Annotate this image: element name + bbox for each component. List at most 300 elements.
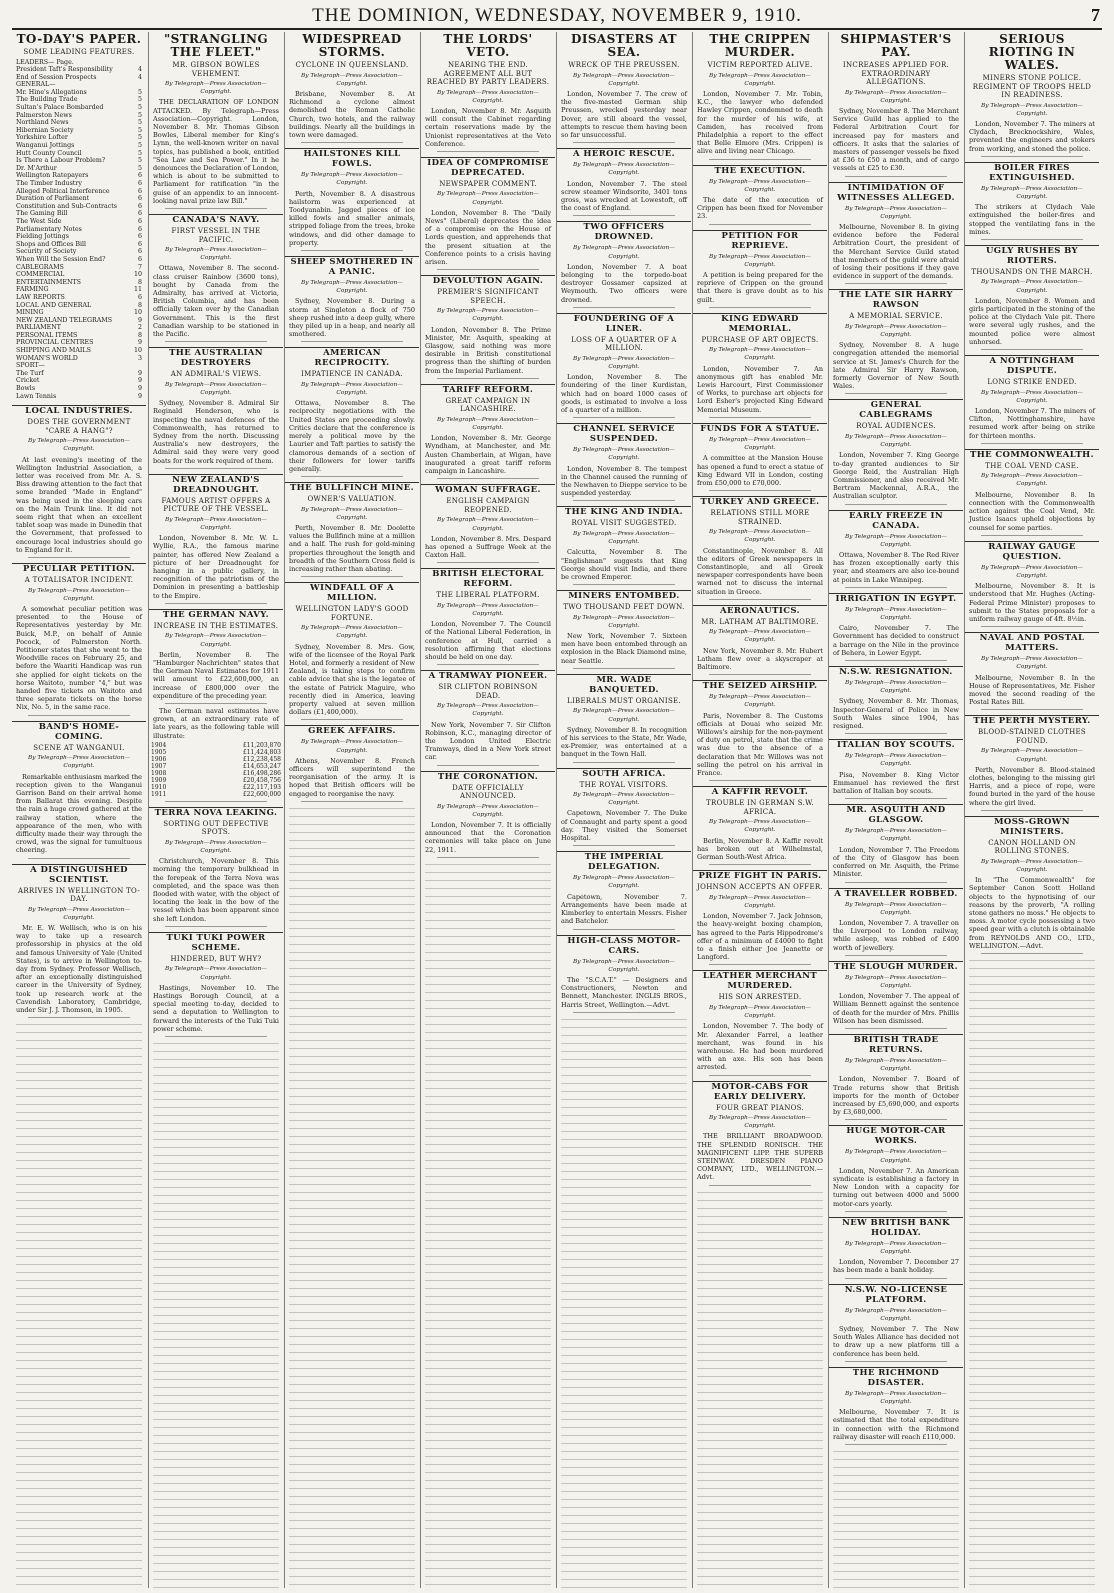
article-divider — [437, 151, 539, 152]
article-heading: TWO OFFICERS DROWNED. — [557, 221, 691, 242]
article-body: Calcutta, November 8. The "Englishman" suggests that King George should visit India, and there be crowned Emperor. — [561, 548, 687, 581]
article-body: New York, November 8. Mr. Hubert Latham flew over a skyscraper at Baltimore. — [697, 646, 823, 672]
contents-item-name: Constitution and Sub-Contracts — [16, 202, 118, 210]
article-credit: By Telegraph—Press Association—Copyright. — [709, 72, 811, 87]
contents-item — [16, 271, 142, 279]
contents-item — [16, 377, 142, 385]
article-divider — [845, 587, 947, 588]
contents-item-page: 6 — [137, 202, 142, 210]
article-credit: By Telegraph—Press Association—Copyright. — [437, 703, 539, 718]
article-credit: By Telegraph—Press Association—Copyright. — [709, 253, 811, 268]
article-subheading: ENGLISH CAMPAIGN REOPENED. — [446, 497, 530, 514]
article-body: London, November 7. The appeal of William Bennett against the sentence of death for the murder of Mrs. Phillis Wilson has been dismissed. — [833, 992, 959, 1025]
article-body: Brisbane, November 8. At Richmond a cyclone almost demolished the Roman Catholic Church, two hotels, and the railway buildings. Nearly all the buildings in town were damaged. — [289, 89, 415, 139]
table-row — [149, 749, 283, 756]
column-7 — [828, 32, 963, 1588]
article-credit: By Telegraph—Press Association—Copyright. — [165, 966, 267, 981]
contents-item-page: 6 — [137, 172, 142, 180]
article-subheading: FOUR GREAT PIANOS. — [715, 1103, 805, 1112]
article-body: London, November 8. Mrs. Despard has opened a Suffrage Week at the Caxton Hall. — [425, 534, 551, 560]
contents-item-name: GENERAL— — [16, 81, 56, 89]
contents-item-page: 6 — [137, 233, 142, 241]
article-credit: By Telegraph—Press Association—Copyright. — [573, 708, 675, 723]
article-credit: By Telegraph—Press Association—Copyright. — [709, 1115, 811, 1130]
table-row — [149, 756, 283, 763]
contents-item — [16, 370, 142, 378]
article-heading: BRITISH ELECTORAL REFORM. — [421, 568, 555, 589]
article-heading: BAND'S HOME-COMING. — [12, 721, 146, 742]
article-subheading: HIS SON ARRESTED. — [718, 993, 802, 1002]
article-body: Sydney, November 8. During a storm at Singleton a flock of 750 sheep rushed into a deep gully, where they piled up in a heap, and nearly all smothered. — [289, 297, 415, 339]
article-heading: HUGE MOTOR-CAR WORKS. — [829, 1125, 963, 1146]
article-body: The "S.C.A.T." — Designers and Constructioners, Newton and Bennett, Manchester. INGLIS BROS., Harris Street, Wellington.—Advt. — [561, 975, 687, 1009]
column-text-filler — [697, 1189, 823, 1588]
article-divider — [709, 224, 811, 225]
article-divider — [709, 964, 811, 965]
article-heading: MOTOR-CABS FOR EARLY DELIVERY. — [693, 1081, 827, 1102]
contents-item-page: 9 — [137, 377, 142, 385]
contents-item-page: 5 — [137, 164, 142, 172]
contents-item — [16, 165, 142, 173]
article-heading: NEW BRITISH BANK HOLIDAY. — [829, 1217, 963, 1238]
column-3 — [284, 32, 419, 1588]
contents-item — [16, 66, 142, 74]
article-divider — [301, 250, 403, 251]
article-divider — [981, 709, 1083, 710]
article-heading: PRIZE FIGHT IN PARIS. — [693, 870, 827, 881]
article-credit: By Telegraph—Press Association—Copyright. — [165, 633, 267, 648]
article-heading: THE COMMONWEALTH. — [965, 449, 1099, 460]
article-divider — [845, 660, 947, 661]
article-body: A somewhat peculiar petition was presented to the House of Representatives yesterday by Mr. Buick, M.P., on behalf of Annie Pocock, of Palmerston North. Petitioner states that she went to the Woodville races on February 25, and before the Waariti Handicap was run she applied for eight tickets on the horse Waitoto, number "4," but was handed five tickets on Waitoto and three separate tickets on the horse Nix, No. 5, in the same race. — [16, 604, 142, 712]
article-credit: By Telegraph—Press Association—Copyright. — [437, 602, 539, 618]
article-body: London, November 7. An anonymous gift has enabled Mr. Lewis Harcourt, First Commissioner of Works, to purchase art objects for Lord Esher's projected King Edward Memorial Museum. — [697, 364, 823, 414]
article-divider — [28, 858, 130, 859]
article-credit: By Telegraph—Press Association—Copyright. — [709, 819, 811, 834]
article-subheading: FAMOUS ARTIST OFFERS A PICTURE OF THE VESSEL. — [161, 496, 271, 514]
estimate-amount: £11,424,803 — [242, 748, 281, 756]
article-body: London, November 7. The crew of the five-masted German ship Preussen, wrecked yesterday near Dover, are still aboard the vessel, attempts to rescue them having been so far unsuccessful. — [561, 89, 687, 139]
contents-item-page: 5 — [137, 111, 142, 119]
article-subheading: A MEMORIAL SERVICE. — [849, 312, 943, 321]
article-heading: MR. WADE BANQUETED. — [557, 674, 691, 695]
article-heading: N.S.W. RESIGNATION. — [829, 666, 963, 677]
article-credit: By Telegraph—Press Association—Copyright. — [845, 753, 947, 768]
article-credit: By Telegraph—Press Association—Copyright. — [573, 792, 675, 807]
article-body: A petition is being prepared for the reprieve of Crippen on the ground that there is grave doubt as to his guilt. — [697, 270, 823, 304]
article-body: London, November 8. Mr. W. L. Wyllie, R.A., the famous marine painter, has offered New Zealand a picture of her Dreadnought for hanging in a public gallery, in recognition of the patriotism of the Dominion in presenting a battleship to the Empire. — [153, 534, 279, 600]
column-container — [12, 32, 1102, 1588]
contents-item — [16, 157, 142, 165]
contents-item-page: 8 — [137, 278, 142, 286]
contents-item-page: 6 — [137, 210, 142, 218]
contents-item — [16, 210, 142, 218]
contents-item-page: 9 — [137, 316, 142, 324]
contents-item — [16, 233, 142, 241]
article-credit: By Telegraph—Press Association—Copyright. — [165, 81, 267, 96]
estimate-amount: £22,600,000 — [242, 790, 281, 798]
article-heading: SERIOUS RIOTING IN WALES. — [988, 32, 1076, 72]
article-divider — [437, 857, 539, 858]
article-credit: By Telegraph—Press Association—Copyright. — [165, 381, 267, 396]
contents-item-page: 10 — [133, 271, 142, 279]
article-divider — [845, 1444, 947, 1445]
contents-item — [16, 142, 142, 150]
article-heading: ITALIAN BOY SCOUTS. — [829, 739, 963, 750]
contents-item — [16, 150, 142, 158]
estimate-year: 1910 — [151, 783, 167, 791]
masthead-title: THE DOMINION, WEDNESDAY, NOVEMBER 9, 1910. — [312, 5, 802, 26]
article-body: New York, November 7. Sir Clifton Robinson, K.C., managing director of the London United Electric Tramways, died in a New York street car. — [425, 720, 551, 762]
estimate-amount: £22,117,193 — [242, 783, 281, 791]
article-credit: By Telegraph—Press Association—Copyright. — [981, 389, 1083, 404]
article-body: London, November 8. Mr. George Wyndham, at Manchester, and Mr. Austen Chamberlain, at Wigan, have inaugurated a great tariff reform campaign in Lancashire. — [425, 434, 551, 476]
article-subheading: NEWSPAPER COMMENT. — [439, 179, 537, 188]
article-heading: "STRANGLING THE FLEET." — [163, 32, 268, 59]
contents-item — [16, 172, 142, 180]
article-credit: By Telegraph—Press Association—Copyright. — [709, 1004, 811, 1020]
article-divider — [709, 159, 811, 160]
article-credit: By Telegraph—Press Association—Copyright. — [709, 347, 811, 362]
estimate-amount: £16,498,286 — [242, 769, 281, 777]
article-subheading: ROYAL VISIT SUGGESTED. — [571, 519, 677, 528]
contents-item — [16, 104, 142, 112]
contents-item-page: 3 — [137, 354, 142, 362]
article-body: London, November 7. December 27 has been made a bank holiday. — [833, 1258, 959, 1275]
contents-item-name: Parliamentary Notes — [16, 225, 82, 233]
estimate-amount: £14,653,247 — [242, 762, 281, 770]
article-body: Paris, November 8. The Customs officials at Douai who seized Mr. Willows's airship for the non-payment of duty on petrol, state that the crime was due to the absence of a declaration that Mr. Willows was not selling the petrol on his arrival in France. — [697, 711, 823, 778]
contents-item-page: 9 — [137, 369, 142, 377]
article-body: Sydney, November 8. Mrs. Gow, wife of the licensee of the Royal Park Hotel, and formerly a resident of New Zealand, is taking steps to confirm cable advice that she is the legatee of the estate of Patrick Maguire, who recently died in America, leaving property valued at seven million dollars (£1,400,000). — [289, 642, 415, 717]
contents-label: LEADERS— Page. — [16, 58, 74, 66]
contents-item — [16, 127, 142, 135]
article-subheading: ARRIVES IN WELLINGTON TO-DAY. — [17, 886, 141, 904]
article-body: Pisa, November 8. King Victor Emmanuel has reviewed the first battalion of Italian boy scouts. — [833, 770, 959, 796]
estimate-year: 1908 — [151, 769, 167, 777]
article-divider — [301, 576, 403, 577]
contents-item-name: Mr. Hine's Allegations — [16, 88, 87, 96]
contents-subheading: SOME LEADING FEATURES. — [23, 48, 135, 56]
contents-item-page: 9 — [137, 385, 142, 393]
contents-item-name: WOMAN'S WORLD — [16, 354, 78, 362]
article-subheading: AN ADMIRAL'S VIEWS. — [170, 370, 262, 379]
article-heading: TARIFF REFORM. — [421, 384, 555, 395]
article-subheading: THOUSANDS ON THE MARCH. — [971, 267, 1093, 276]
contents-item — [16, 180, 142, 188]
estimate-year: 1905 — [151, 748, 167, 756]
contents-item — [16, 324, 142, 332]
article-heading: A KAFFIR REVOLT. — [693, 786, 827, 797]
article-divider — [28, 1017, 130, 1018]
contents-item-name: Northland News — [16, 119, 69, 127]
article-divider — [165, 208, 267, 209]
article-credit: By Telegraph—Press Association—Copyright. — [573, 162, 675, 177]
contents-item-name: The Gaming Bill — [16, 210, 68, 218]
article-divider — [437, 562, 539, 563]
contents-item-page: 5 — [137, 119, 142, 127]
article-heading: A HEROIC RESCUE. — [557, 148, 691, 159]
table-row — [149, 763, 283, 770]
contents-item — [16, 248, 142, 256]
article-heading: AMERICAN RECIPROCITY. — [285, 347, 419, 368]
contents-item — [16, 317, 142, 325]
article-heading: SOUTH AFRICA. — [557, 768, 691, 779]
article-body: Sydney, November 8. Admiral Sir Reginald Henderson, who is inspecting the naval defences of the Commonwealth, has returned to Sydney from the north. Discussing Australia's new destroyers, the Admiral said they were very good boats for the work required of them. — [153, 399, 279, 465]
estimate-year: 1907 — [151, 762, 167, 770]
article-body: New York, November 7. Sixteen men have been entombed through an explosion in the Black Diamond mine, near Seattle. — [561, 632, 687, 665]
article-heading: THE IMPERIAL DELEGATION. — [557, 851, 691, 872]
article-credit: By Telegraph—Press Association—Copyright. — [845, 1057, 947, 1073]
article-divider — [301, 476, 403, 477]
article-subheading: DOES THE GOVERNMENT "CARE A HANG"? — [27, 418, 131, 435]
article-body: London, November 7. Jack Johnson, the heavy-weight boxing champion, has agreed to the Paris Hippodrome's offer of a minimum of £4000 to fight to a finish either Joe Jeanette or Langford. — [697, 912, 823, 962]
article-subheading: LOSS OF A QUARTER OF A MILLION. — [571, 335, 677, 353]
article-divider — [981, 535, 1083, 536]
contents-item-page: 6 — [137, 255, 142, 263]
article-credit: By Telegraph—Press Association—Copyright. — [845, 606, 947, 622]
article-heading: UGLY RUSHES BY RIOTERS. — [965, 245, 1099, 266]
article-heading: DEVOLUTION AGAIN. — [421, 275, 555, 286]
article-body: Perth, November 8. Blood-stained clothes, belonging to the missing girl Harris, and a piece of rope, were found buried in the yard of the house where the girl lived. — [969, 765, 1095, 807]
contents-item-name: LOCAL AND GENERAL — [16, 301, 92, 309]
contents-item-page — [132, 81, 142, 89]
contents-item-name: When Will the Session End? — [16, 255, 106, 263]
article-body: Sydney, November 8. A huge congregation attended the memorial service at St. James's Church for the late Admiral Sir Harry Rawson, formerly Governor of New South Wales. — [833, 341, 959, 391]
article-heading: CANADA'S NAVY. — [149, 214, 283, 225]
article-body: Sydney, November 8. In recognition of his services to the State, Mr. Wade, ex-Premier, was entertained at a banquet in the Town Hall. — [561, 725, 687, 759]
estimate-year: 1909 — [151, 776, 167, 784]
article-divider — [165, 603, 267, 604]
contents-item-name: NEW ZEALAND TELEGRAMS — [16, 316, 113, 324]
contents-item-name: President Taft's Responsibility — [16, 66, 113, 74]
column-text-filler — [425, 861, 551, 1588]
article-credit: By Telegraph—Press Association—Copyright. — [573, 245, 675, 260]
article-heading: HAILSTONES KILL FOWLS. — [285, 148, 419, 169]
article-heading: MOSS-GROWN MINISTERS. — [965, 816, 1099, 837]
article-divider — [709, 780, 811, 781]
article-body: Athens, November 8. French officers will superintend the reorganisation of the army. It is hoped that British officers will be engaged to reorganise the navy. — [289, 756, 415, 798]
contents-item — [16, 393, 142, 401]
article-divider — [709, 1185, 811, 1186]
article-divider — [845, 504, 947, 505]
article-body: London, November 8. Women and girls participated in the stoning of the police at the Clydach Vale pit. There were several ugly rushes, and the mounted police were almost unhorsed. — [969, 296, 1095, 346]
contents-item — [16, 134, 142, 142]
article-heading: INTIMIDATION OF WITNESSES ALLEGED. — [829, 182, 963, 203]
contents-item-page: 6 — [137, 180, 142, 187]
article-body: THE DECLARATION OF LONDON ATTACKED. By Telegraph—Press Association—Copyright. London, November 8. Mr. Thomas Gibson Bowles, Liberal member for King's Lynn, the well-known writer on naval topics, has published a book, entitled "Sea Law and Sea Power." In it he denounces the Declaration of London, which is about to be submitted to Parliament for ratification "in the guise of an appendix to an innocent-looking naval prize law Bill." — [153, 98, 279, 205]
table-row — [149, 791, 283, 798]
article-subheading: GREAT CAMPAIGN IN LANCASHIRE. — [445, 396, 531, 414]
contents-item — [16, 339, 142, 347]
contents-item-name: Cricket — [16, 377, 40, 385]
article-heading: THE SLOUGH MURDER. — [829, 961, 963, 972]
article-divider — [981, 349, 1083, 350]
contents-item — [16, 195, 142, 203]
article-credit: By Telegraph—Press Association—Copyright. — [437, 416, 539, 432]
contents-item — [16, 362, 142, 370]
article-divider — [981, 810, 1083, 811]
contents-item-page: 8 — [137, 301, 142, 309]
contents-item — [16, 302, 142, 310]
article-credit: By Telegraph—Press Association—Copyright. — [845, 1149, 947, 1164]
article-heading: THE GERMAN NAVY. — [149, 609, 283, 620]
article-credit: By Telegraph—Press Association—Copyright. — [845, 205, 947, 220]
contents-item-name: MINING — [16, 309, 44, 317]
contents-item — [16, 309, 142, 317]
contents-item-name: CABLEGRAMS — [16, 263, 64, 271]
column-4 — [420, 32, 555, 1588]
article-subheading: THE ROYAL VISITORS. — [579, 780, 669, 789]
article-divider — [845, 955, 947, 956]
article-subheading: MR. GIBSON BOWLES VEHEMENT. — [172, 61, 260, 78]
article-body: London, November 8. The "Daily News" (Liberal) deprecates the idea of a compromise on the House of Lords question, and apprehends that the present situation at the Conference points to a crisis having arisen. — [425, 208, 551, 267]
contents-item-page: 6 — [137, 293, 142, 301]
article-body: The date of the execution of Crippen has been fixed for November 23. — [697, 195, 823, 221]
article-body: Mr. E. W. Wellisch, who is on his way to take up a research professorship in physics at the old and famous University of Yale (United States), is to arrive in Wellington to-day from Sydney. Professor Wellisch, after an exceptionally distinguished career in the University of Sydney, took up research work at the Cavendish Laboratory, Cambridge, under Sir J. J. Thomson, in 1905. — [16, 923, 142, 1014]
contents-item — [16, 89, 142, 97]
article-body: Hastings, November 10. The Hastings Borough Council, at a special meeting to-day, decided to send a deputation to Wellington to forward the interests of the Tuki Tuki power scheme. — [153, 983, 279, 1033]
contents-item-name: SPORT— — [16, 362, 45, 370]
article-body: Remarkable enthusiasm marked the reception given to the Wanganui Garrison Band on their arrival home from Ballarat this evening. Despite the rain a huge crowd gathered at the railway station, where the appearance of the men, who with difficulty made their way through the crowd, was the signal for tumultuous cheering. — [16, 772, 142, 855]
article-credit: By Telegraph—Press Association—Copyright. — [845, 533, 947, 548]
article-heading: EARLY FREEZE IN CANADA. — [829, 510, 963, 531]
contents-item-name: PROVINCIAL CENTRES — [16, 339, 94, 347]
article-heading: THE EXECUTION. — [693, 165, 827, 176]
article-heading: THE LORDS' VETO. — [443, 32, 533, 59]
article-body: London, November 8. The Prime Minister, Mr. Asquith, speaking at Glasgow, said nothing was more desirable in British constitutional progress than the shifting of burden from the Imperial Parliament. — [425, 325, 551, 375]
contents-item-page: 6 — [137, 225, 142, 233]
contents-item-page: 6 — [137, 187, 142, 195]
article-credit: By Telegraph—Press Association—Copyright. — [28, 906, 130, 921]
article-body: Capetown, November 7. The Duke of Connaught and party spent a good day. They visited the Somerset Hospital. — [561, 809, 687, 843]
contents-item-page: 5 — [137, 142, 142, 150]
article-divider — [437, 765, 539, 766]
column-text-filler — [561, 1016, 687, 1588]
article-credit: By Telegraph—Press Association—Copyright. — [981, 102, 1083, 117]
article-credit: By Telegraph—Press Association—Copyright. — [845, 89, 947, 104]
article-credit: By Telegraph—Press Association—Copyright. — [709, 694, 811, 709]
contents-item — [16, 256, 142, 264]
article-heading: TUKI TUKI POWER SCHEME. — [149, 932, 283, 953]
article-body: THE BRILLIANT BROADWOOD. THE SPLENDID RONISCH. THE MAGNIFICENT LIPP. THE SUPERB STEINWAY. DRESDEN PIANO COMPANY, LTD., WELLINGTON.—Advt. — [697, 1132, 823, 1182]
article-subheading: OWNER'S VALUATION. — [307, 495, 397, 504]
contents-item — [16, 347, 142, 355]
contents-item-page: 6 — [137, 248, 142, 256]
article-credit: By Telegraph—Press Association—Copyright. — [28, 587, 130, 602]
article-body: Capetown, November 7. Arrangements have been made at Kimberley to entertain Messrs. Fisher and Batchelor. — [561, 892, 687, 926]
article-divider — [573, 929, 675, 930]
article-body: London, November 7. It is officially announced that the Coronation ceremonies will take place on June 22, 1911. — [425, 821, 551, 854]
article-subheading: THE COAL VEND CASE. — [985, 461, 1079, 470]
estimate-year: 1911 — [151, 790, 167, 798]
article-credit: By Telegraph—Press Association—Copyright. — [573, 72, 675, 87]
article-body: Ottawa, November 8. The second-class cruiser Rainbow (3600 tons), bought by Canada from the Admiralty, has arrived at Victoria, British Columbia, and has been officially taken over by the Canadian Government. This is the first Canadian warship to be stationed in the Pacific. — [153, 264, 279, 339]
article-heading: THE RICHMOND DISASTER. — [829, 1367, 963, 1388]
article-subheading: CANON HOLLAND ON ROLLING STONES. — [988, 838, 1076, 856]
contents-item — [16, 355, 142, 363]
article-body: London, November 8. The foundering of the liner Kurdistan, which had on board 1000 cases of goods, is estimated to involve a loss of a quarter of a million. — [561, 373, 687, 414]
contents-item-name: Shops and Offices Bill — [16, 240, 87, 248]
article-credit: By Telegraph—Press Association—Copyright. — [573, 875, 675, 890]
contents-item — [16, 264, 142, 272]
article-heading: FUNDS FOR A STATUE. — [693, 423, 827, 434]
article-body: London, November 7. The miners of Clifton, Nottinghamshire, have resumed work after being on strike for thirteen months. — [969, 406, 1095, 440]
article-body: In "The Commonwealth" for September Canon Scott Holland objects to the hypnotising of our reasons by the proverb, "A rolling stone gathers no moss." He objects to moss. A motor cycle possessing a two speed gear with a clutch is obtainable from REYNOLDS AND CO., LTD., WELLINGTON.—Advt. — [969, 876, 1095, 950]
article-body: Perth, November 8. Mr. Doolette values the Bullfinch mine at a million and a half. The rush for gold-mining properties throughout the length and breadth of the Southern Cross field is increasing rather than abating. — [289, 524, 415, 574]
contents-item-name: Sultan's Palace Bombarded — [16, 104, 104, 112]
article-body: Melbourne, November 8. In connection with the Commonwealth action against the Coal Vend, Mr. Justice Isaacs upheld objections by counsel for some parties. — [969, 490, 1095, 532]
article-credit: By Telegraph—Press Association—Copyright. — [981, 748, 1083, 763]
article-credit: By Telegraph—Press Association—Copyright. — [437, 308, 539, 323]
article-credit: By Telegraph—Press Association—Copyright. — [165, 839, 267, 854]
article-heading: THE CORONATION. — [421, 771, 555, 782]
article-credit: By Telegraph—Press Association—Copyright. — [981, 185, 1083, 200]
column-5 — [556, 32, 691, 1588]
contents-item — [16, 385, 142, 393]
article-divider — [301, 801, 403, 802]
article-credit: By Telegraph—Press Association—Copyright. — [845, 1240, 947, 1255]
article-body: London, November 7. The steel screw steamer Windsorite, 3401 tons gross, was wrecked at Lowestoft, off the coast of England. — [561, 179, 687, 213]
article-heading: SHIPMASTER'S PAY. — [840, 32, 952, 59]
article-body: Ottawa, November 8. The Red River has frozen exceptionally early this year, and steamers are also ice-bound at points in Lake Winnipeg. — [833, 551, 959, 584]
column-text-filler — [833, 1448, 959, 1588]
article-subheading: WELLINGTON LADY'S GOOD FORTUNE. — [295, 605, 409, 622]
column-text-filler — [969, 957, 1095, 1588]
contents-item — [16, 294, 142, 302]
article-body: Melbourne, November 7. It is estimated that the total expenditure in connection with the Richmond railway disaster will reach £110,000. — [833, 1408, 959, 1441]
article-credit: By Telegraph—Press Association—Copyright. — [981, 564, 1083, 579]
contents-item-name: Security of Society — [16, 248, 77, 256]
article-subheading: DATE OFFICIALLY ANNOUNCED. — [452, 783, 524, 801]
contents-item-name: Duration of Parliament — [16, 195, 90, 203]
contents-item-name: The Turf — [16, 369, 44, 377]
article-heading: PETITION FOR REPRIEVE. — [693, 230, 827, 251]
contents-item-name: Lawn Tennis — [16, 392, 57, 400]
contents-item-page: 5 — [137, 149, 142, 157]
contents-item-page: 8 — [137, 331, 142, 339]
article-heading: THE SEIZED AIRSHIP. — [693, 680, 827, 691]
contents-item-name: Bowls — [16, 385, 36, 393]
article-heading: NAVAL AND POSTAL MATTERS. — [965, 632, 1099, 653]
article-divider — [573, 1012, 675, 1013]
contents-item-page: 6 — [137, 195, 142, 203]
article-body: London, November 7. An American syndicate is establishing a factory in New London with a capacity for turning out between 4000 and 5000 motor-cars yearly. — [833, 1166, 959, 1208]
article-heading: RAILWAY GAUGE QUESTION. — [965, 541, 1099, 562]
estimate-amount: £12,238,458 — [242, 755, 281, 763]
article-heading: THE KING AND INDIA. — [557, 506, 691, 517]
article-divider — [28, 715, 130, 716]
article-credit: By Telegraph—Press Association—Copyright. — [845, 901, 947, 916]
article-divider — [437, 378, 539, 379]
article-body: Constantinople, November 8. All the editors of Greek newspapers in Constantinople, and all Greek newspaper correspondents have been warned not to discuss the internal situation in Greece. — [697, 546, 823, 596]
article-divider — [981, 239, 1083, 240]
contents-item — [16, 279, 142, 287]
column-8 — [964, 32, 1099, 1588]
contents-item — [16, 96, 142, 104]
article-body: London, November 7. King George to-day granted audiences to Sir George Reid, the Australian High Commissioner, and also received Mr. Bertram Mackennal, A.R.A., the Australian sculptor. — [833, 451, 959, 501]
article-subheading: SORTING OUT DEFECTIVE SPOTS. — [163, 819, 269, 837]
article-subheading: IMPATIENCE IN CANADA. — [301, 370, 403, 379]
contents-item-page: 5 — [137, 104, 142, 112]
article-heading: LOCAL INDUSTRIES. — [12, 405, 146, 416]
article-subheading: SCENE AT WANGANUI. — [33, 743, 125, 752]
article-divider — [165, 703, 267, 704]
article-body: Berlin, November 8. A Kaffir revolt has broken out at Wilhelmstal, German South-West Africa. — [697, 836, 823, 862]
article-heading: WINDFALL OF A MILLION. — [285, 582, 419, 603]
article-heading: THE AUSTRALIAN DESTROYERS — [149, 347, 283, 368]
article-credit: By Telegraph—Press Association—Copyright. — [165, 516, 267, 532]
